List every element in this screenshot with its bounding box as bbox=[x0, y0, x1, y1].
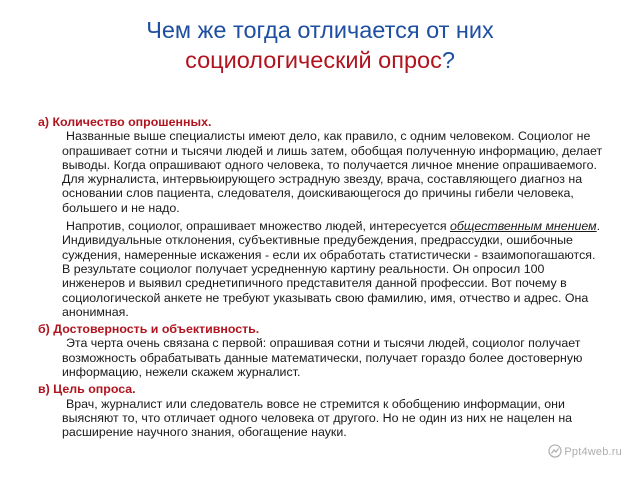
title-highlight: социологический опрос bbox=[185, 47, 442, 73]
section-c-paragraph-1: Врач, журналист или следователь вовсе не стремится к обобщению информации, они выясняют то, что отличает одного человека от другого. Но не один из них не нацелен на расширение научного знания, обогащение науки. bbox=[62, 396, 573, 440]
watermark-text: Ppt4web.ru bbox=[564, 446, 622, 458]
title-line-2 bbox=[0, 46, 640, 74]
logo-icon bbox=[548, 444, 562, 458]
title-line-1: Чем же тогда отличается от них bbox=[146, 17, 494, 43]
section-b-paragraph-1: Эта черта очень связана с первой: опрашивая сотни и тысячи людей, социолог получает возможность обрабатывать данные математически, получает гораздо более достоверную информацию, нежели скажем журналист. bbox=[62, 336, 583, 380]
section-heading-b: б) Достоверность и объективность. bbox=[38, 322, 260, 337]
title-question-mark: ? bbox=[441, 47, 455, 73]
section-heading-c: в) Цель опроса. bbox=[38, 382, 136, 397]
watermark bbox=[548, 444, 622, 458]
section-a-paragraph-1: Названные выше специалисты имеют дело, как правило, с одним человеком. Социолог не опрашивает сотни и тысячи людей и лишь затем, обобщая полученную информацию, делает выводы. Когда опрашивают одного человека, то получается личное мнение опрашиваемого. Для журналиста, интервьюирующего эстрадную звезду, врача, составляющего диагноз на основании слов пациента, следователя, доискивающегося до причины гибели человека, большего и не надо. bbox=[62, 129, 603, 215]
para2-text-after: . Индивидуальные отклонения, субъективные предубеждения, предрассудки, ошибочные суждения, намеренные искажения - если их обработать статистически - взаимопогашаются. В результате социолог получает усредненную картину реальности. Он опросил 100 инженеров и выявил среднетипичного представителя данной профессии. Вот почему в социологической анкете не требуют указывать свою фамилию, имя, отчество и адрес. Она анонимная. bbox=[62, 219, 601, 319]
slide-body bbox=[38, 115, 604, 440]
section-heading-a: а) Количество опрошенных. bbox=[38, 115, 212, 129]
para2-text-before: Напротив, социолог, опрашивает множество людей, интересуется bbox=[66, 219, 451, 234]
public-opinion-term: общественным мнением bbox=[450, 219, 597, 234]
slide-title bbox=[0, 16, 640, 74]
section-a-paragraph-2 bbox=[62, 219, 604, 319]
